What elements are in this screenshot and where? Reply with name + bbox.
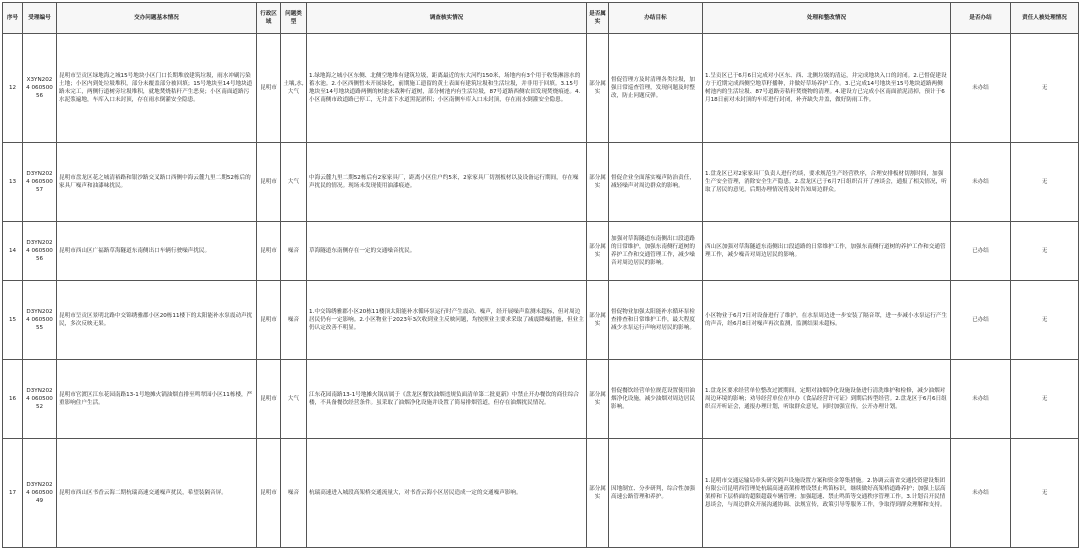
cell-resp: 无 [1011,360,1079,439]
cell-type: 大气 [281,360,307,439]
header-row [3,3,1079,34]
cell-id: D3YN2024 06050052 [23,360,57,439]
cell-goal: 因地制宜、分步研判，综合性加强高速公路管理和养护。 [609,439,703,548]
cell-done: 未办结 [951,360,1011,439]
cell-survey: 草海隧道东南侧存在一定的交通噪音扰民。 [307,222,587,281]
header-id: 受理编号 [23,3,57,34]
table-row [3,360,1079,439]
cell-id: D3YN2024 06050057 [23,143,57,222]
cell-action: 1.呈贡区已于6月6日完成对小区东、西、北侧垃圾的清运，并完成地块入口的封闭。2.已督促建设方于近期完成西侧空地草籽播种，并做好草场养护工作。3.已完成14号地块至15号地块道路两侧树池内的生活垃圾、87号道路旁秸秆焚烧物的清理。4.建设方已完成小区南面淤泥清掉，预计于6月18日前对未封顶的车库进行封闭，补齐缺失井盖，做好防雨工作。 [703,34,951,143]
cell-no: 17 [3,439,23,548]
cell-survey: 江东花园南路13-1号地摊火锅店属于《盘龙区餐饮油烟违规负面清单第二批更新》中禁止开办餐饮的商住综合楼，不具备餐饮经营条件。虽采取了油烟净化设施并设置了简易排烟管道，但存在油烟扰民情况。 [307,360,587,439]
cell-goal: 督促餐饮经营单位规范设置使用油烟净化设施，减少油烟对周边居民影响。 [609,360,703,439]
table-row [3,143,1079,222]
header-true: 是否属实 [587,3,609,34]
cell-issue: 昆明市呈贡区绿地海之城15号地块小区门口长期堆放建筑垃圾，雨水冲刷污染土地；小区内到处垃圾堆积，部分未覆盖部分被回填；15号地块至14号地块道路未完工，两侧行道树旁垃圾堆积，就地焚烧秸秆产生恶臭；小区南面道路污水泥浆遍地，车库入口未封顶，存在雨水倒灌安全隐患。 [57,34,257,143]
cell-true: 部分属实 [587,360,609,439]
cell-no: 13 [3,143,23,222]
cell-type: 噪音 [281,281,307,360]
cell-done: 未办结 [951,439,1011,548]
header-survey: 调查核实情况 [307,3,587,34]
cell-done: 未办结 [951,143,1011,222]
cell-done: 已办结 [951,222,1011,281]
complaint-table [2,2,1079,548]
header-issue: 交办问题基本情况 [57,3,257,34]
cell-no: 15 [3,281,23,360]
cell-type: 噪音 [281,439,307,548]
cell-true: 部分属实 [587,439,609,548]
cell-no: 16 [3,360,23,439]
cell-action: 小区物业于6月7日对设备进行了维护，在水泵周边进一步安装了隔音罩，进一步减小水泵运行产生的声音，经6月8日对噪声再次监测，监测结果未超标。 [703,281,951,360]
cell-issue: 昆明市官渡区江东花园南路13-1号地摊火锅油烟直排至鸣翠园小区11栋楼，严重影响住户生活。 [57,360,257,439]
table-row [3,439,1079,548]
cell-region: 昆明市 [257,222,281,281]
header-type: 问题类型 [281,3,307,34]
table-row [3,222,1079,281]
cell-region: 昆明市 [257,143,281,222]
cell-resp: 无 [1011,143,1079,222]
cell-type: 土壤,水,大气 [281,34,307,143]
cell-survey: 杭瑞高速进入城段高架桥交通流量大，对书香云海小区居民造成一定的交通噪声影响。 [307,439,587,548]
cell-survey: 1.中交锦绣雅郡小区20栋11楼顶太阳能补水循环泵运行时产生震动、噪声，经开展噪声监测未超标，但对周边居民仍有一定影响。2.小区物业于2023年3次收到业主反映问题，均按照业主要求采取了减震降噪措施，但业主仍认定改善不明显。 [307,281,587,360]
header-resp: 责任人被处理情况 [1011,3,1079,34]
cell-issue: 昆明市西山区书香云海二期杭瑞高速交通噪声扰民，希望装隔音屏。 [57,439,257,548]
header-action: 处理和整改情况 [703,3,951,34]
cell-id: D3YN2024 06050049 [23,439,57,548]
cell-issue: 昆明市盘龙区花之城清裕路和银沙路交叉路口西侧中海云麓九里二期52栋后的家具厂噪声和油漆味扰民。 [57,143,257,222]
cell-no: 14 [3,222,23,281]
cell-region: 昆明市 [257,360,281,439]
cell-issue: 昆明市呈贡区景明北路中交锦绣雅郡小区20栋11楼下的太阳能补水泵震动声扰民，多次反映无果。 [57,281,257,360]
cell-true: 部分属实 [587,222,609,281]
cell-region: 昆明市 [257,439,281,548]
cell-done: 未办结 [951,34,1011,143]
header-no: 序号 [3,3,23,34]
cell-goal: 加强对草海隧道东南侧出口段道路的日常维护，加强东南侧行道树的养护工作和交通管理工作，减少噪音对周边居民的影响。 [609,222,703,281]
cell-true: 部分属实 [587,34,609,143]
cell-goal: 督促企业全面落实噪声防治责任，减轻噪声对周边群众的影响。 [609,143,703,222]
header-done: 是否办结 [951,3,1011,34]
cell-survey: 1.绿地海之城小区东侧、北侧空地堆有建筑垃圾，距离最近的东大河约150米，场地内有3个用于收集淋溶水的蓄水池。2.小区西侧暂未开展绿化，前期施工遗留的黄土表面有建筑垃圾和生活垃圾，并非用于回填。3.15号地块至14号地块道路两侧的树池未栽种行道树，部分树池内有生活垃圾，87号道路西侧农田发现焚烧痕迹。4.小区南侧市政道路已停工，无井盖下水道黑泥淤积；小区南侧车库入口未封顶，存在雨水倒灌安全隐患。 [307,34,587,143]
cell-resp: 无 [1011,34,1079,143]
cell-done: 已办结 [951,281,1011,360]
cell-true: 部分属实 [587,281,609,360]
cell-id: D3YN2024 06050055 [23,281,57,360]
cell-action: 1.盘龙区要求经营单位整改过渡期间，定期对油烟净化设施设备进行清洗维护和检修，减少油烟对周边环境的影响；劝导经营单位在申办《食品经营许可证》到期后转型经营。2.盘龙区于6月6日组织召开听证会，通报办理计划，听取群众意见，同时加强宣传，公开办理计划。 [703,360,951,439]
cell-id: X3YN2024 06050056 [23,34,57,143]
cell-goal: 督促物业加强太阳能补水循环泵检查排查和日常维护工作，最大程度减少水泵运行声响对居民的影响。 [609,281,703,360]
cell-resp: 无 [1011,439,1079,548]
cell-goal: 督促管理方及时清理各类垃圾，加强日常巡查管理，发现问题及时整改，防止问题反弹。 [609,34,703,143]
cell-action: 1.盘龙区已对2家家具厂负责人进行约谈，要求规范生产经营秩序，合理安排板材切割时间，加强生产安全管理，消除安全生产隐患。2.盘龙区已于6月7日组织召开了座谈会，通报了相关情况，听取了居民的意见，后期办理情况将及时告知周边群众。 [703,143,951,222]
cell-region: 昆明市 [257,34,281,143]
cell-action: 西山区加强对草海隧道东南侧出口段道路的日常维护工作，加强东南侧行道树的养护工作和交通管理工作，减少噪音对周边居民的影响。 [703,222,951,281]
cell-issue: 昆明市西山区广福路草海隧道东南侧出口车辆行驶噪声扰民。 [57,222,257,281]
cell-action: 1.昆明市交通运输局牵头研究隔声设施设置方案和资金筹集措施。2.协调云南省交通投资建设集团有限公司昆明西管理处杭瑞高速高架桥增设禁止鸣笛标识，继续做好高架桥道路养护；加强上层高架桥和下层桥面的超限超载车辆管理；加强超速、禁止鸣笛等交通秩序管理工作。3.计划召开民情恳谈会，与周边群众开展沟通协调、法规宣传，政策引导等服务工作，争取得到群众理解和支持。 [703,439,951,548]
table-row [3,281,1079,360]
cell-resp: 无 [1011,222,1079,281]
cell-true: 部分属实 [587,143,609,222]
cell-type: 噪音 [281,222,307,281]
cell-region: 昆明市 [257,281,281,360]
header-region: 行政区域 [257,3,281,34]
cell-survey: 中海云麓九里二期52栋后有2家家具厂，距离小区住户约5米，2家家具厂切割板材以及设备运行期间，存在噪声扰民的情况。现场未发现使用油漆痕迹。 [307,143,587,222]
cell-resp: 无 [1011,281,1079,360]
cell-id: D3YN2024 06050056 [23,222,57,281]
cell-no: 12 [3,34,23,143]
header-goal: 办结目标 [609,3,703,34]
cell-type: 大气 [281,143,307,222]
table-row [3,34,1079,143]
